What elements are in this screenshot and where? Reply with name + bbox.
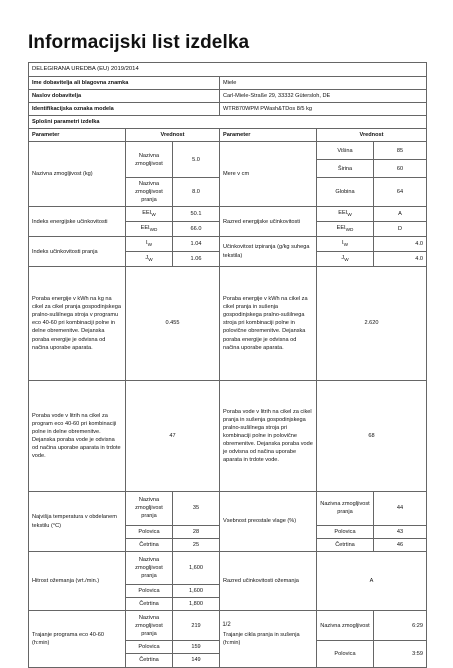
prog-duration-label: Trajanje programa eco 40-60 (h:min) xyxy=(29,611,126,667)
width-value: 60 xyxy=(374,160,427,178)
depth-label: Globina xyxy=(317,178,374,207)
water-wash-value: 47 xyxy=(126,380,220,491)
temp-val-2: 28 xyxy=(173,525,220,538)
spin-sub-1: Nazivna zmogljivost pranja xyxy=(126,552,173,585)
energy-wash-label: Poraba energije v kWh na kg na cikel za cikel pranja gospodinjskega pralno-sušilnega stroja v programu eco 40-60 pri kombinaciji polne in delne obremenitve. Dejanska poraba energije je odvisna od načina uporabe aparata. xyxy=(29,266,126,380)
prog-val-2: 159 xyxy=(173,641,220,654)
rinse-iw-value: 4.0 xyxy=(374,237,427,252)
prog-sub-2: Polovica xyxy=(126,641,173,654)
spin-label: Hitrost ožemanja (vrt./min.) xyxy=(29,552,126,611)
capacity-val-1: 5.0 xyxy=(173,142,220,178)
wash-jw-value: 1.06 xyxy=(173,252,220,267)
cycle-duration-label: Trajanje cikla pranja in sušenja (h:min) xyxy=(220,611,317,667)
energy-washdry-label: Poraba energije v kWh na cikel za cikel pranja in sušenja gospodinjskega pralno-sušilnega stroja pri kombinaciji polne in polovične obremenitve. Dejanska poraba energije je odvisna od načina uporabe aparata. xyxy=(220,266,317,380)
spin-val-3: 1,800 xyxy=(173,598,220,611)
rinse-iw-symbol: $I_W$ xyxy=(317,237,374,252)
cycle-val-2: 3:59 xyxy=(374,641,427,667)
capacity-sub-2: Nazivna zmogljivost pranja xyxy=(126,178,173,207)
moisture-sub-2: Polovica xyxy=(317,525,374,538)
prog-sub-3: Četrtina xyxy=(126,654,173,667)
moisture-sub-1: Nazivna zmogljivost pranja xyxy=(317,491,374,525)
temp-val-1: 35 xyxy=(173,491,220,525)
water-washdry-label: Poraba vode v litrih na cikel za cikel pranja in sušenja gospodinjskega pralno-sušilnega stroja pri kombinaciji polne in polovične obremenitve. Dejanska poraba vode je odvisna od načina uporabe aparata in trdote vode. xyxy=(220,380,317,491)
depth-value: 64 xyxy=(374,178,427,207)
model-label: Identifikacijska oznaka modela xyxy=(29,102,220,115)
eei-wd-value: 66.0 xyxy=(173,222,220,237)
header-param: Parameter xyxy=(29,129,126,142)
eei-w-value: 50.1 xyxy=(173,207,220,222)
cycle-sub-1: Nazivna zmogljivost xyxy=(317,611,374,641)
height-label: Višina xyxy=(317,142,374,160)
info-row xyxy=(29,76,427,89)
eei-class-wd-value: D xyxy=(374,222,427,237)
capacity-sub-1: Nazivna zmogljivost xyxy=(126,142,173,178)
page-number: 1/2 xyxy=(222,622,231,628)
section-title: Splošni parametri izdelka xyxy=(29,115,427,128)
prog-sub-1: Nazivna zmogljivost pranja xyxy=(126,611,173,641)
info-row xyxy=(29,102,427,115)
table-row xyxy=(29,266,427,380)
height-value: 85 xyxy=(374,142,427,160)
rinse-jw-value: 4.0 xyxy=(374,252,427,267)
temp-sub-2: Polovica xyxy=(126,525,173,538)
energy-washdry-value: 2.620 xyxy=(317,266,427,380)
cycle-val-1: 6:29 xyxy=(374,611,427,641)
info-row xyxy=(29,89,427,102)
eei-wd-symbol: $EEI_{WD}$ xyxy=(126,222,173,237)
section-row xyxy=(29,115,427,128)
supplier-label: Ime dobavitelja ali blagovna znamka xyxy=(29,76,220,89)
capacity-val-2: 8.0 xyxy=(173,178,220,207)
table-row xyxy=(29,552,427,585)
eei-class-wd-symbol: $EEI_{WD}$ xyxy=(317,222,374,237)
table-row xyxy=(29,380,427,491)
width-label: Širina xyxy=(317,160,374,178)
spin-val-1: 1,600 xyxy=(173,552,220,585)
temp-sub-1: Nazivna zmogljivost pranja xyxy=(126,491,173,525)
header-row xyxy=(29,129,427,142)
eei-class-w-value: A xyxy=(374,207,427,222)
wash-jw-symbol: $J_W$ xyxy=(126,252,173,267)
table-row xyxy=(29,142,427,160)
supplier-value: Miele xyxy=(220,76,427,89)
temp-val-3: 25 xyxy=(173,539,220,552)
temp-sub-3: Četrtina xyxy=(126,539,173,552)
moisture-val-2: 43 xyxy=(374,525,427,538)
rinse-jw-symbol: $J_W$ xyxy=(317,252,374,267)
wash-iw-value: 1.04 xyxy=(173,237,220,252)
header-value: Vrednost xyxy=(126,129,220,142)
spin-class-label: Razred učinkovitosti ožemanja xyxy=(220,552,317,611)
spin-class-value: A xyxy=(317,552,427,611)
prog-val-3: 149 xyxy=(173,654,220,667)
moisture-val-1: 44 xyxy=(374,491,427,525)
eei-class-label: Razred energijske učinkovitosti xyxy=(220,207,317,237)
energy-wash-value: 0.455 xyxy=(126,266,220,380)
eei-w-symbol: $EEI_W$ xyxy=(126,207,173,222)
moisture-label: Vsebnost preostale vlage (%) xyxy=(220,491,317,551)
moisture-sub-3: Četrtina xyxy=(317,539,374,552)
model-value: WTR870WPM PWash&TDos 8/5 kg xyxy=(220,102,427,115)
wash-index-label: Indeks učinkovitosti pranja xyxy=(29,237,126,267)
regulation-row xyxy=(29,63,427,77)
header-param: Parameter xyxy=(220,129,317,142)
wash-iw-symbol: $I_W$ xyxy=(126,237,173,252)
table-row xyxy=(29,491,427,525)
document-title: Informacijski list izdelka xyxy=(28,32,250,53)
prog-val-1: 219 xyxy=(173,611,220,641)
product-info-table xyxy=(28,62,427,668)
eei-label: Indeks energijske učinkovitosti xyxy=(29,207,126,237)
moisture-val-3: 46 xyxy=(374,539,427,552)
water-washdry-value: 68 xyxy=(317,380,427,491)
rinse-label: Učinkovitost izpiranja (g/kg suhega tekstila) xyxy=(220,237,317,267)
spin-val-2: 1,600 xyxy=(173,585,220,598)
dims-label: Mere v cm xyxy=(220,142,317,207)
table-row xyxy=(29,207,427,222)
header-value: Vrednost xyxy=(317,129,427,142)
temp-label: Najvišja temperatura v obdelanem tekstilu (°C) xyxy=(29,491,126,551)
spin-sub-2: Polovica xyxy=(126,585,173,598)
regulation: DELEGIRANA UREDBA (EU) 2019/2014 xyxy=(29,63,427,77)
capacity-label: Nazivna zmogljivost (kg) xyxy=(29,142,126,207)
address-label: Naslov dobavitelja xyxy=(29,89,220,102)
eei-class-w-symbol: $EEI_W$ xyxy=(317,207,374,222)
water-wash-label: Poraba vode v litrih na cikel za program eco 40-60 pri kombinaciji polne in delne obremenitve. Dejanska poraba vode je odvisna od načina uporabe aparata in trdote vode. xyxy=(29,380,126,491)
table-row xyxy=(29,237,427,252)
address-value: Carl-Miele-Straße 29, 33332 Gütersloh, DE xyxy=(220,89,427,102)
spin-sub-3: Četrtina xyxy=(126,598,173,611)
cycle-sub-2: Polovica xyxy=(317,641,374,667)
